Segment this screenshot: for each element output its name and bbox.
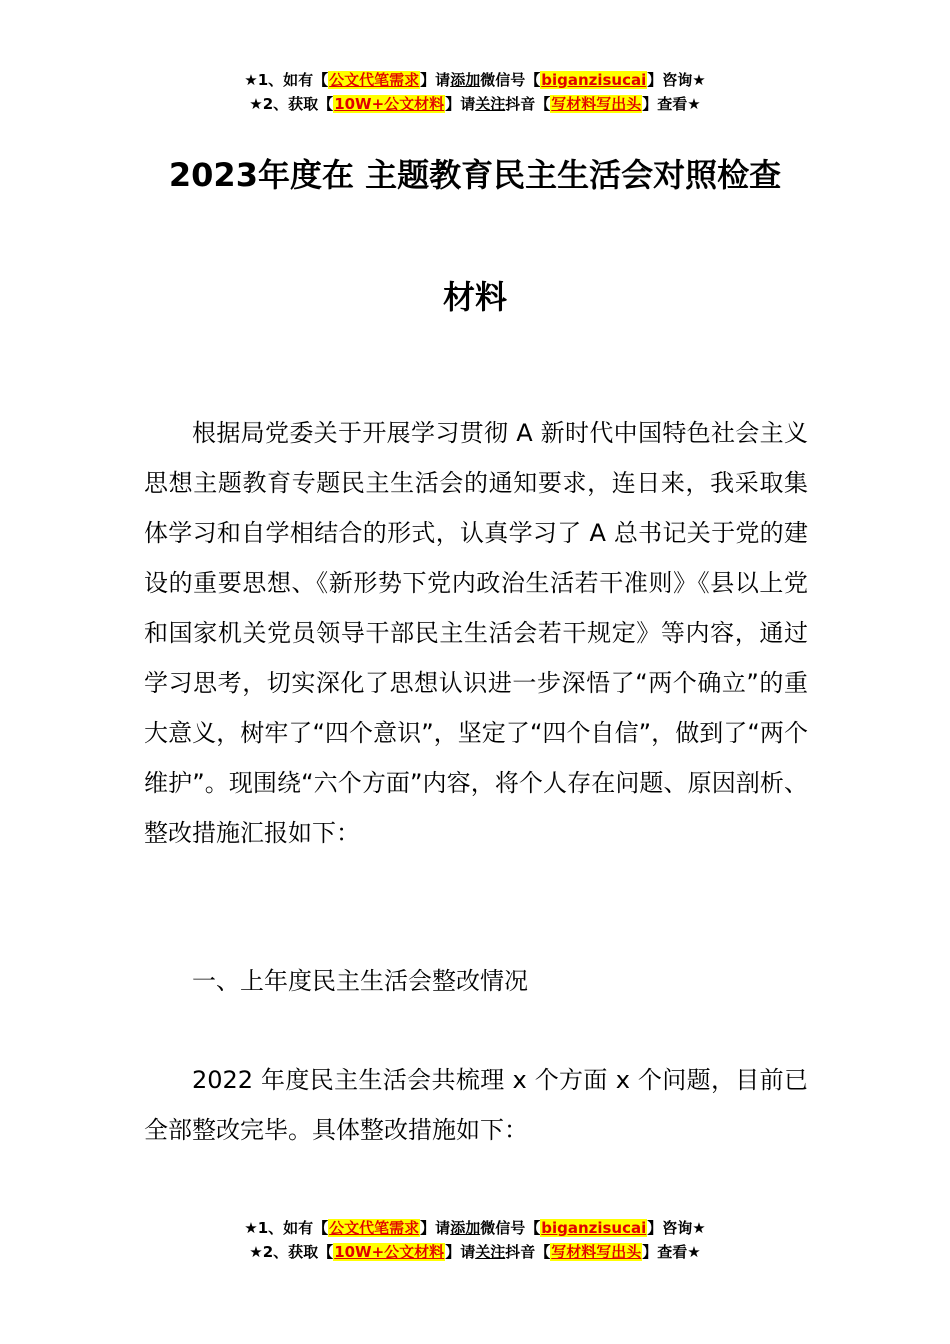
materials-highlight: 10W+公文材料 [334,1243,445,1261]
section-heading-1: 一、上年度民主生活会整改情况 [192,967,528,995]
intro-paragraph: 根据局党委关于开展学习贯彻 A 新时代中国特色社会主义思想主题教育专题民主生活会的通知要求，连日来，我采取集体学习和自学相结合的形式，认真学习了 A 总书记关于党的建设的重要思想、《新形势下党内政治生活若干准则》《县以上党和国家机关党员领导干部民主生活会若干规定》等内容，通过学习思考，切实深化了思想认识进一步深悟了“两个确立”的重大意义，树牢了“四个意识”，坚定了“四个自信”，做到了“两个维护”。现围绕“六个方面”内容，将个人存在问题、原因剖析、整改措施汇报如下： [144,419,808,847]
materials-highlight: 10W+公文材料 [334,95,445,113]
footer-ad-banner [0,1216,950,1264]
banner-line-2: ★2、获取【10W+公文材料】请关注抖音【写材料写出头】查看★ [249,95,701,113]
document-title-line-2: 材料 [442,278,507,316]
header-ad-banner [0,68,950,116]
document-title-line-1: 2023年度在 主题教育民主生活会对照检查 [168,156,782,194]
wechat-id-highlight: biganzisucai [541,1219,647,1237]
banner-line-2: ★2、获取【10W+公文材料】请关注抖音【写材料写出头】查看★ [249,1243,701,1261]
banner-line-1: ★1、如有【公文代笔需求】请添加微信号【biganzisucai】咨询★ [244,1219,706,1237]
banner-line-1: ★1、如有【公文代笔需求】请添加微信号【biganzisucai】咨询★ [244,71,706,89]
service-highlight: 公文代笔需求 [329,1219,420,1237]
douyin-account-highlight: 写材料写出头 [551,95,642,113]
wechat-id-highlight: biganzisucai [541,71,647,89]
service-highlight: 公文代笔需求 [329,71,420,89]
rectification-paragraph: 2022 年度民主生活会共梳理 x 个方面 x 个问题，目前已全部整改完毕。具体整改措施如下： [144,1066,808,1144]
douyin-account-highlight: 写材料写出头 [551,1243,642,1261]
